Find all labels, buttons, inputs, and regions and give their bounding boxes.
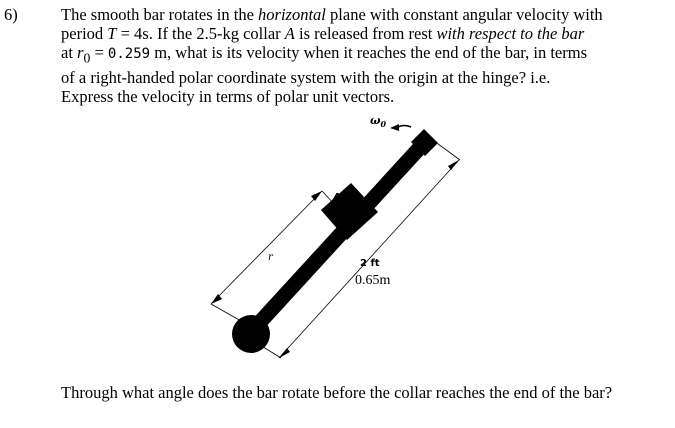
length-label: 2 ft — [360, 258, 380, 269]
statement-text: 0.259 — [107, 46, 151, 63]
statement-text: = — [90, 43, 108, 63]
omega-label: $\omega_0$ — [370, 114, 387, 129]
statement-text: with respect to the bar — [436, 24, 585, 44]
statement-text: horizontal — [258, 5, 326, 24]
followup-question: Through what angle does the bar rotate before the collar reaches the end of the bar? — [61, 383, 613, 402]
statement-text: plane with constant angular velocity with — [325, 5, 603, 24]
problem-number: 6) — [4, 5, 18, 24]
r-dimension-line — [211, 191, 322, 304]
statement-text: at — [61, 43, 78, 63]
statement-text: Express the velocity in terms of polar unit vectors. — [61, 87, 395, 107]
r-label: r — [268, 252, 273, 263]
statement-text: m, what is its velocity when it reaches the end of the bar, in terms — [150, 43, 587, 63]
statement-text: period — [61, 24, 108, 44]
omega-arrow — [398, 126, 411, 128]
length-metric-label: 0.65m — [355, 273, 391, 288]
statement-text: of a right-handed polar coordinate system with the origin at the hinge? i.e. — [61, 67, 551, 87]
statement-text: is released from rest — [294, 24, 437, 44]
statement-text: = 4s. If the 2.5-kg collar — [116, 24, 285, 44]
statement-text: r — [77, 43, 84, 63]
statement-text: 0 — [83, 50, 91, 66]
statement-text: T — [107, 24, 117, 44]
statement-text: A — [284, 24, 295, 44]
statement-text: The smooth bar rotates in the — [61, 5, 259, 24]
collar-label: A — [333, 192, 341, 203]
